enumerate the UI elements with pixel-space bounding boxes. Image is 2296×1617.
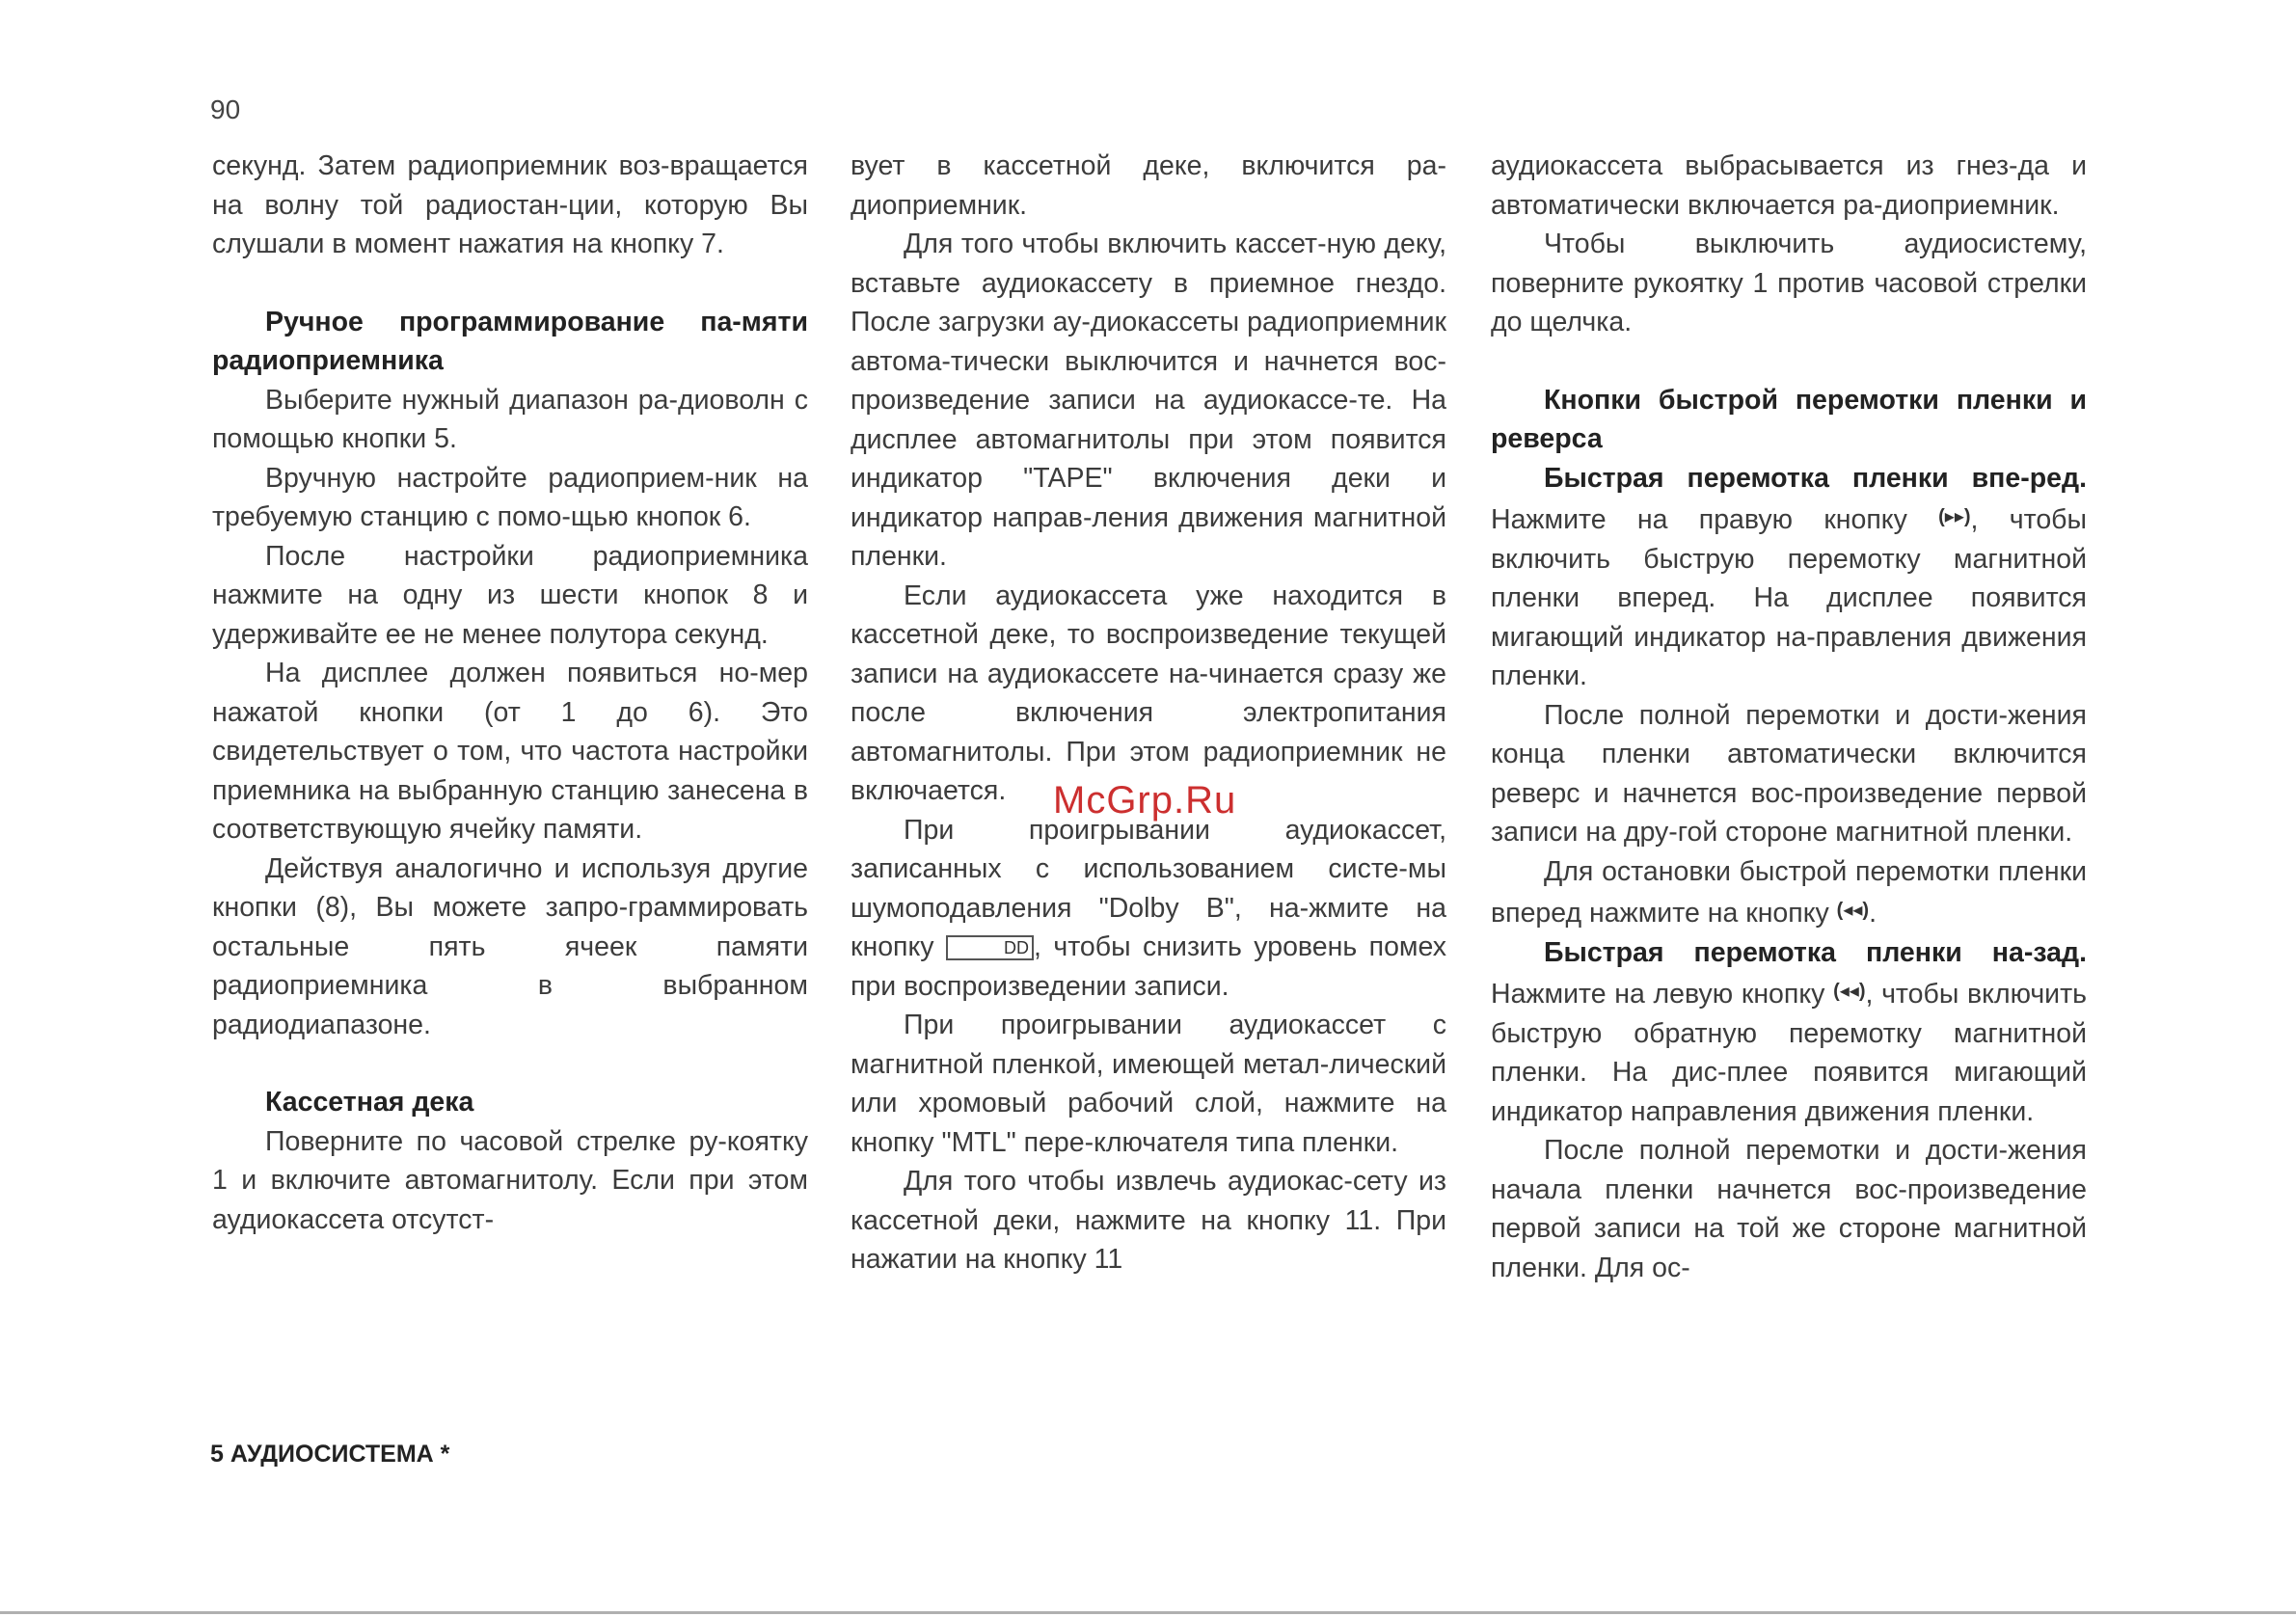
- text-span: Нажмите на левую кнопку: [1491, 979, 1834, 1010]
- text-column-3: [1491, 147, 2087, 1287]
- paragraph: Для того чтобы включить кассет-ную деку, вставьте аудиокассету в приемное гнездо. После загрузки ау-диокассеты радиоприемник автома-тически выключится и начнется вос-произведение записи на аудиокассе-те. На дисплее автомагнитолы при этом появится индикатор "TAPE" включения деки и индикатор направ-ления движения магнитной пленки.: [851, 229, 1446, 572]
- paragraph: Чтобы выключить аудиосистему, поверните рукоятку 1 против часовой стрелки до щелчка.: [1491, 229, 2087, 337]
- watermark: McGrp.Ru: [1053, 779, 1237, 822]
- paragraph: Действуя аналогично и используя другие кнопки (8), Вы можете запро-граммировать остальные пять ячеек памяти радиоприемника в выбранном радиодиапазоне.: [212, 852, 808, 1040]
- text-span: .: [1869, 898, 1877, 929]
- bold-lead: Быстрая перемотка пленки на-зад.: [1544, 936, 2087, 968]
- text-span: При проигрывании аудиокассет, записанных с использованием систе-мы шумоподавления "Dolby B", на-жмите на кнопку: [851, 814, 1446, 962]
- page-number: 90: [210, 94, 241, 124]
- paragraph: Вручную настройте радиоприем-ник на требуемую станцию с помо-щью кнопок 6.: [212, 462, 808, 532]
- section-heading: Кассетная дека: [265, 1087, 474, 1118]
- paragraph: Поверните по часовой стрелке ру-коятку 1 и включите автомагнитолу. Если при этом аудиокассета отсутст-: [212, 1125, 808, 1235]
- text-column-1: [212, 147, 808, 1239]
- paragraph: После настройки радиоприемника нажмите на одну из шести кнопок 8 и удерживайте ее не менее полутора секунд.: [212, 540, 808, 650]
- text-span: , чтобы включить быструю обратную перемотку магнитной пленки. На дис-плее появится мигающий индикатор направления движения пленки.: [1491, 979, 2087, 1127]
- paragraph: [1491, 933, 2087, 1132]
- paragraph: аудиокассета выбрасывается из гнез-да и автоматически включается ра-диоприемник.: [1491, 150, 2087, 221]
- section-heading: Ручное программирование па-мяти радиоприемника: [212, 306, 808, 376]
- text-column-2: [851, 147, 1446, 1280]
- paragraph: После полной перемотки и дости-жения конца пленки автоматически включится реверс и начнется вос-произведение первой записи на дру-гой стороне магнитной пленки.: [1491, 699, 2087, 848]
- paragraph: [1491, 852, 2087, 933]
- text-span: , чтобы снизить уровень помех при воспроизведении записи.: [851, 931, 1446, 1002]
- paragraph: После полной перемотки и дости-жения начала пленки начнется вос-произведение первой записи на той же стороне магнитной пленки. Для ос-: [1491, 1135, 2087, 1283]
- fast-forward-icon: (▸▸): [1938, 506, 1971, 527]
- bold-lead: Быстрая перемотка пленки впе-ред.: [1544, 462, 2087, 494]
- rewind-icon: (◂◂): [1833, 981, 1866, 1002]
- bottom-divider: [0, 1611, 2296, 1614]
- paragraph: Если аудиокассета уже находится в кассетной деке, то воспроизведение текущей записи на аудиокассете на-чинается сразу же после включения электропитания автомагнитолы. При этом радиоприемник не включается.: [851, 579, 1446, 806]
- section-footer: 5 АУДИОСИСТЕМА *: [210, 1441, 450, 1468]
- paragraph: [1491, 459, 2087, 696]
- dolby-button-icon: DD: [946, 935, 1034, 960]
- paragraph: Для того чтобы извлечь аудиокас-сету из кассетной деки, нажмите на кнопку 11. При нажатии на кнопку 11: [851, 1166, 1446, 1275]
- paragraph: вует в кассетной деке, включится ра-диоприемник.: [851, 150, 1446, 221]
- paragraph: [851, 811, 1446, 1007]
- rewind-icon: (◂◂): [1836, 900, 1870, 921]
- text-span: Нажмите на правую кнопку: [1491, 504, 1939, 535]
- text-span: Для остановки быстрой перемотки пленки вперед нажмите на кнопку: [1491, 855, 2087, 929]
- paragraph: При проигрывании аудиокассет с магнитной пленкой, имеющей метал-лический или хромовый рабочий слой, нажмите на кнопку "MTL" пере-ключателя типа пленки.: [851, 1010, 1446, 1158]
- paragraph: Выберите нужный диапазон ра-диоволн с помощью кнопки 5.: [212, 384, 808, 454]
- paragraph: секунд. Затем радиоприемник воз-вращается на волну той радиостан-ции, которую Вы слушали в момент нажатия на кнопку 7.: [212, 150, 808, 259]
- section-heading: Кнопки быстрой перемотки пленки и реверса: [1491, 384, 2087, 454]
- text-span: , чтобы включить быструю перемотку магнитной пленки вперед. На дисплее появится мигающий индикатор на-правления движения пленки.: [1491, 504, 2087, 691]
- paragraph: На дисплее должен появиться но-мер нажатой кнопки (от 1 до 6). Это свидетельствует о том, что частота настройки приемника на выбранную станцию занесена в соответствующую ячейку памяти.: [212, 658, 808, 845]
